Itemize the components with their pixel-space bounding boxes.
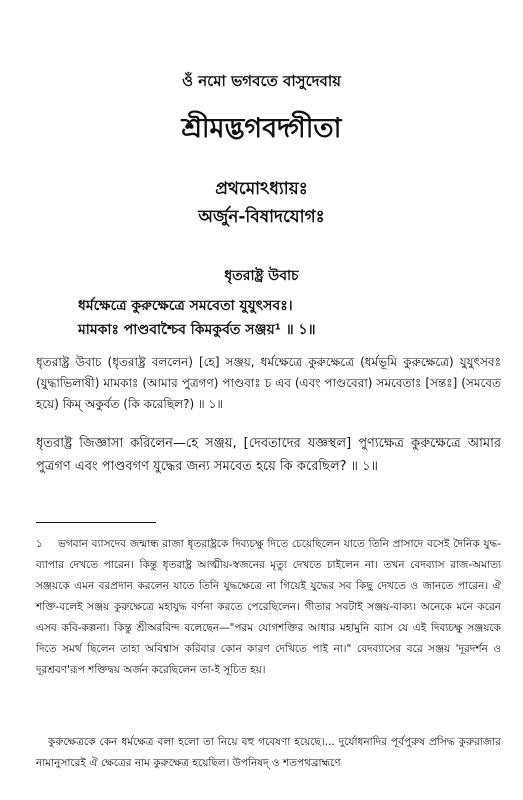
invocation: ওঁ নমো ভগবতে বাসুদেবায় bbox=[181, 72, 342, 90]
word-translation: ধৃতরাষ্ট্র উবাচ (ধৃতরাষ্ট্র বললেন) [হে] সঞ্জয়, ধর্মক্ষেত্রে কুরুক্ষেত্রে (ধর্মভূমি কুরুক্ষেত্রে) যুযুৎসবঃ (যুদ্ধাভিলাষী) মামকাঃ (আমার পুত্রগণ) পাণ্ডবাঃ চ এব (এবং পাণ্ডবেরা) সমবেতাঃ [সন্তঃ] (সমবেত হয়ে) কিম্ অকুর্বত (কি করেছিল?) ॥ ১॥ bbox=[36, 355, 501, 411]
footnote-number: ১ bbox=[36, 538, 43, 550]
footnote-continuation: কুরুক্ষেত্রকে কেন ধর্মক্ষেত্র বলা হলো তা নিয়ে বহু গবেষণা হয়েছে।... দুর্যোধনাদির পূর্বপুরুষ প্রসিদ্ধ কুরুরাজার নামানুসারেই ঐ ক্ষেত্রের নাম কুরুক্ষেত্র হয়েছিল। উপনিষদ্ ও শতপথব্রাহ্মণে bbox=[36, 736, 501, 769]
verse-line-1: ধর্মক্ষেত্রে কুরুক্ষেত্রে সমবেতা যুযুৎসবঃ। bbox=[78, 298, 293, 314]
verse-speaker: ধৃতরাষ্ট্র উবাচ bbox=[224, 268, 299, 284]
footnote bbox=[36, 534, 501, 681]
footnote-text: ভগবান ব্যাসদেব জন্মান্ধ রাজা ধৃতরাষ্ট্রকে দিব্যচক্ষু দিতে চেয়েছিলেন যাতে তিনি প্রাসাদে বসেই দৈনিক যুদ্ধ-ব্যাপার দেখতে পারেন। কিন্তু ধৃতরাষ্ট্র আত্মীয়-স্বজনের মৃত্যু দেখতে চাইলেন না। তখন বেদব্যাস রাজ-অমাত্য সঞ্জয়কে এমন বরপ্রদান করলেন যাতে তিনি যুদ্ধক্ষেত্রে না গিয়েই যুদ্ধের সব কিছু দেখতে ও জানতে পারেন। ঐ শক্তি-বলেই সঞ্জয় কুরুক্ষেত্রে মহাযুদ্ধ বর্ণনা করতে পেরেছিলেন। গীতার সবটাই সঞ্জয়-বাক্য। অনেকে মনে করেন এসব কবি-কল্পনা। কিন্তু শ্রীঅরবিন্দ বলেছেন—"পরম যোগশক্তির আধার মহামুনি ব্যাস যে এই দিব্যচক্ষু সঞ্জয়কে দিতে সমর্থ ছিলেন তাহা অবিশ্বাস করিবার কোন কারণ দেখিতে পাই না।" বেদব্যাসের বরে সঞ্জয় 'দূরদর্শন ও দূরশ্রবণ'রূপ শক্তিদ্বয় অর্জন করেছিলেন তা-ই সূচিত হয়। bbox=[36, 538, 501, 676]
chapter-heading: প্রথমোঽধ্যায়ঃ bbox=[215, 179, 308, 199]
verse-commentary: ধৃতরাষ্ট্র জিজ্ঞাসা করিলেন—হে সঞ্জয়, [দেবতাদের যজ্ঞস্থল] পুণ্যক্ষেত্র কুরুক্ষেত্রে আমার পুত্রগণ এবং পাণ্ডবগণ যুদ্ধের জন্য সমবেত হয়ে কি করেছিল? ॥ ১॥ bbox=[36, 436, 501, 474]
page-title: শ্রীমদ্ভগবদ্গীতা bbox=[181, 113, 342, 144]
verse-line-2: মামকাঃ পাণ্ডবাশ্চৈব কিমকুর্বত সঞ্জয়¹ ॥ ১॥ bbox=[78, 322, 316, 338]
footnote-divider bbox=[36, 522, 156, 523]
chapter-subtitle: অর্জুন-বিষাদযোগঃ bbox=[198, 207, 325, 227]
